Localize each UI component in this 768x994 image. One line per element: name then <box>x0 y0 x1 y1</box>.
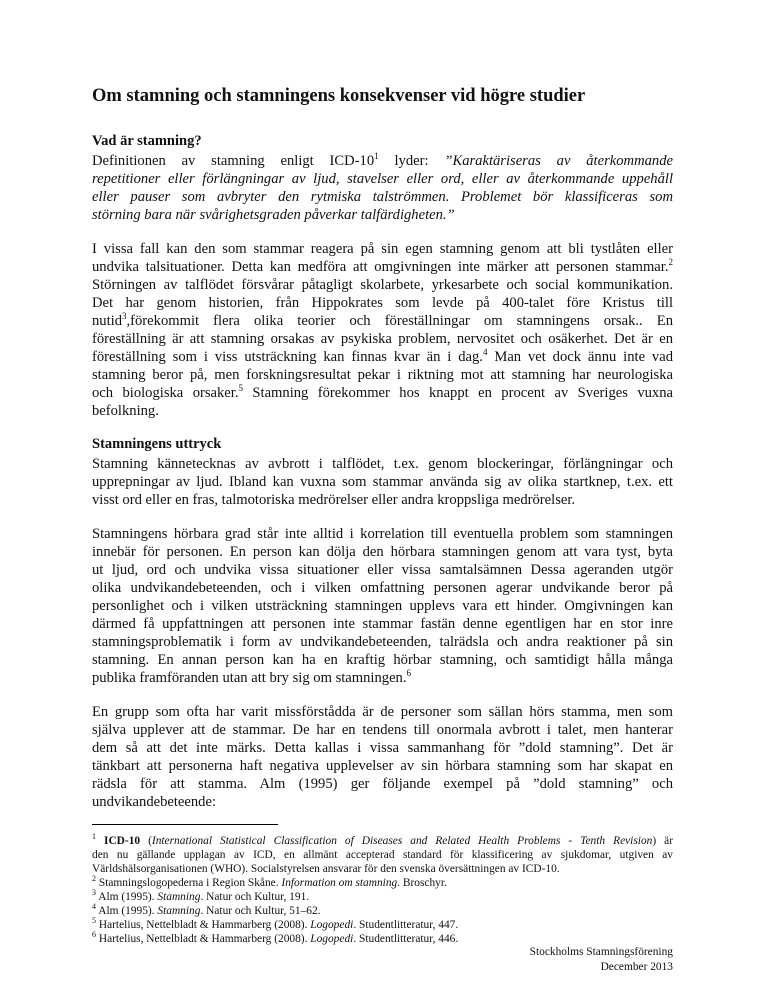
paragraph-line: och biologiska orsaker.$^5$ Stamning förekommer hos knappt en procent av Sveriges vuxna <box>92 383 673 401</box>
footnote-1-line: Världshälsorganisationen (WHO). Socialstyrelsen ansvarar för den svenska översättningen av ICD-10. <box>92 863 560 875</box>
paragraph-line: tänkbart att personerna haft negativa upplevelser av sin hörbara stamning som har skapat en <box>92 758 673 774</box>
paragraph-line: dem så att det inte märks. Detta kallas i vissa sammanhang för ”dold stamning”. Det är <box>92 740 673 756</box>
paragraph-line: upprepningar av ljud. Ibland kan vuxna som stammar använda sig av olika startknep, t.ex. ett <box>92 474 673 490</box>
paragraph-line: föreställning som i viss utsträckning kan finnas kvar än i dag.$^4$ Man vet dock ännu inte vad <box>92 347 673 365</box>
paragraph-line: befolkning. <box>92 403 159 419</box>
paragraph-line: Stamning kännetecknas av avbrott i talflödet, t.ex. genom blockeringar, förlängningar och <box>92 456 673 472</box>
footnote-2: $^2$ Stamningslogopederna i Region Skåne. Information om stamning. Broschyr. <box>92 874 447 889</box>
footnote-ref: 1 <box>374 151 379 161</box>
paragraph-line: stamning beror på, men forskningsresultat pekar i riktning mot att stamning har neurologiska <box>92 367 673 383</box>
paragraph-line: I vissa fall kan den som stammar reagera på sin egen stamning genom att bli tystlåten eller <box>92 241 673 257</box>
footnote-ref: 6 <box>406 668 411 678</box>
section-heading-stuttering-expression: Stamningens uttryck <box>92 436 222 452</box>
paragraph-line: undvika talsituationer. Detta kan medföra att omgivningen inte märker att personen stammar.$^2$ <box>92 257 673 275</box>
paragraph-line: rädsla för att stamma. Alm (1995) ger följande exempel på ”dold stamning” och <box>92 776 673 792</box>
paragraph-line: undvikandebeteende: <box>92 794 216 810</box>
paragraph-line: visst ord eller en fras, talmotoriska medrörelser eller andra kroppsliga medrörelser. <box>92 492 576 508</box>
paragraph-line: föreställning är att stamning orsakas av psykiska problem, nervositet och osäkerhet. Det är en <box>92 331 673 347</box>
paragraph-line: publika framföranden utan att bry sig om stamningen.$^6$ <box>92 668 411 686</box>
paragraph-line: personlighet och i vilken utsträckning stamningen upplevs vara ett hinder. Omgivningen kan <box>92 598 673 614</box>
footnote-1: $^1$ ICD-10 (International Statistical Classification of Diseases and Related Health Problems - Tenth Revision) är <box>92 832 673 847</box>
paragraph-line: Definitionen av stamning enligt ICD-$10^1$ lyder: ”Karaktäriseras av återkommande <box>92 151 673 169</box>
paragraph-line: själva upplever att de stammar. De har en tendens till onormala avbrott i talet, men hanterar <box>92 722 673 738</box>
footnote-ref: 2 <box>668 257 673 267</box>
paragraph-line: Stamningens hörbara grad står inte alltid i korrelation till eventuella problem som stamningen <box>92 526 673 542</box>
footnote-1-line: den nu gällande upplagan av ICD, en allmänt accepterad standard för klassificering av sjukdomar, utgiven av <box>92 849 673 861</box>
section-heading-what-is-stuttering: Vad är stamning? <box>92 133 202 149</box>
paragraph-line: ut ljud, ord och undvika vissa situationer eller vissa samtalsämnen Dessa ageranden utgör <box>92 562 673 578</box>
paragraph-line: Störningen av talflödet försvårar påtagligt skolarbete, yrkesarbete och social kommunikation. <box>92 277 673 293</box>
paragraph-line: stamningsproblematik i form av undvikandebeteenden, talrädsla och andra reaktioner på sin <box>92 634 673 650</box>
footnote-ref: 3 <box>122 311 127 321</box>
footnote-ref: 5 <box>238 383 243 393</box>
footnote-6: $^6$ Hartelius, Nettelbladt & Hammarberg (2008). Logopedi. Studentlitteratur, 446. <box>92 930 459 945</box>
paragraph-line: eller pauser som avbryter den rytmiska talströmmen. Problemet bör klassificeras som <box>92 189 673 205</box>
paragraph-line: innebär för personen. En person kan dölja den hörbara stamningen genom att vara tyst, byta <box>92 544 673 560</box>
footnote-ref: 4 <box>482 347 488 357</box>
footer-organization: Stockholms Stamningsförening <box>529 946 673 958</box>
paragraph-line: nutid$^3$,förekommit flera olika teorier och föreställningar om stamningens orsak.. En <box>92 311 673 329</box>
page-title: Om stamning och stamningens konsekvenser vid högre studier <box>92 86 586 106</box>
footnote-5: $^5$ Hartelius, Nettelbladt & Hammarberg (2008). Logopedi. Studentlitteratur, 447. <box>92 916 459 931</box>
footnote-3: $^3$ Alm (1995). Stamning. Natur och Kultur, 191. <box>92 888 310 903</box>
paragraph-line: därmed få uppfattningen att personen inte stammar fastän denne egentligen har en stor inre <box>92 616 673 632</box>
paragraph-line: Det har genom historien, från Hippokrates som levde på 400-talet före Kristus till <box>92 295 673 311</box>
footnote-4: $^4$ Alm (1995). Stamning. Natur och Kultur, 51–62. <box>92 902 321 917</box>
footnote-separator <box>92 824 278 825</box>
footer-date: December 2013 <box>600 961 673 973</box>
paragraph-line: olika undvikandebeteenden, och i vilken omfattning personen agerar undvikande beror på <box>92 580 673 596</box>
paragraph-line: En grupp som ofta har varit missförstådda är de personer som sällan hörs stamma, men som <box>92 704 673 720</box>
paragraph-line: störning bara när svårighetsgraden påverkar talfärdigheten.” <box>92 207 455 223</box>
paragraph-line: repetitioner eller förlängningar av ljud, stavelser eller ord, eller av återkommande uppehåll <box>92 171 673 187</box>
paragraph-line: stamning. En annan person kan ha en kraftig hörbar stamning, och samtidigt hålla många <box>92 652 673 668</box>
